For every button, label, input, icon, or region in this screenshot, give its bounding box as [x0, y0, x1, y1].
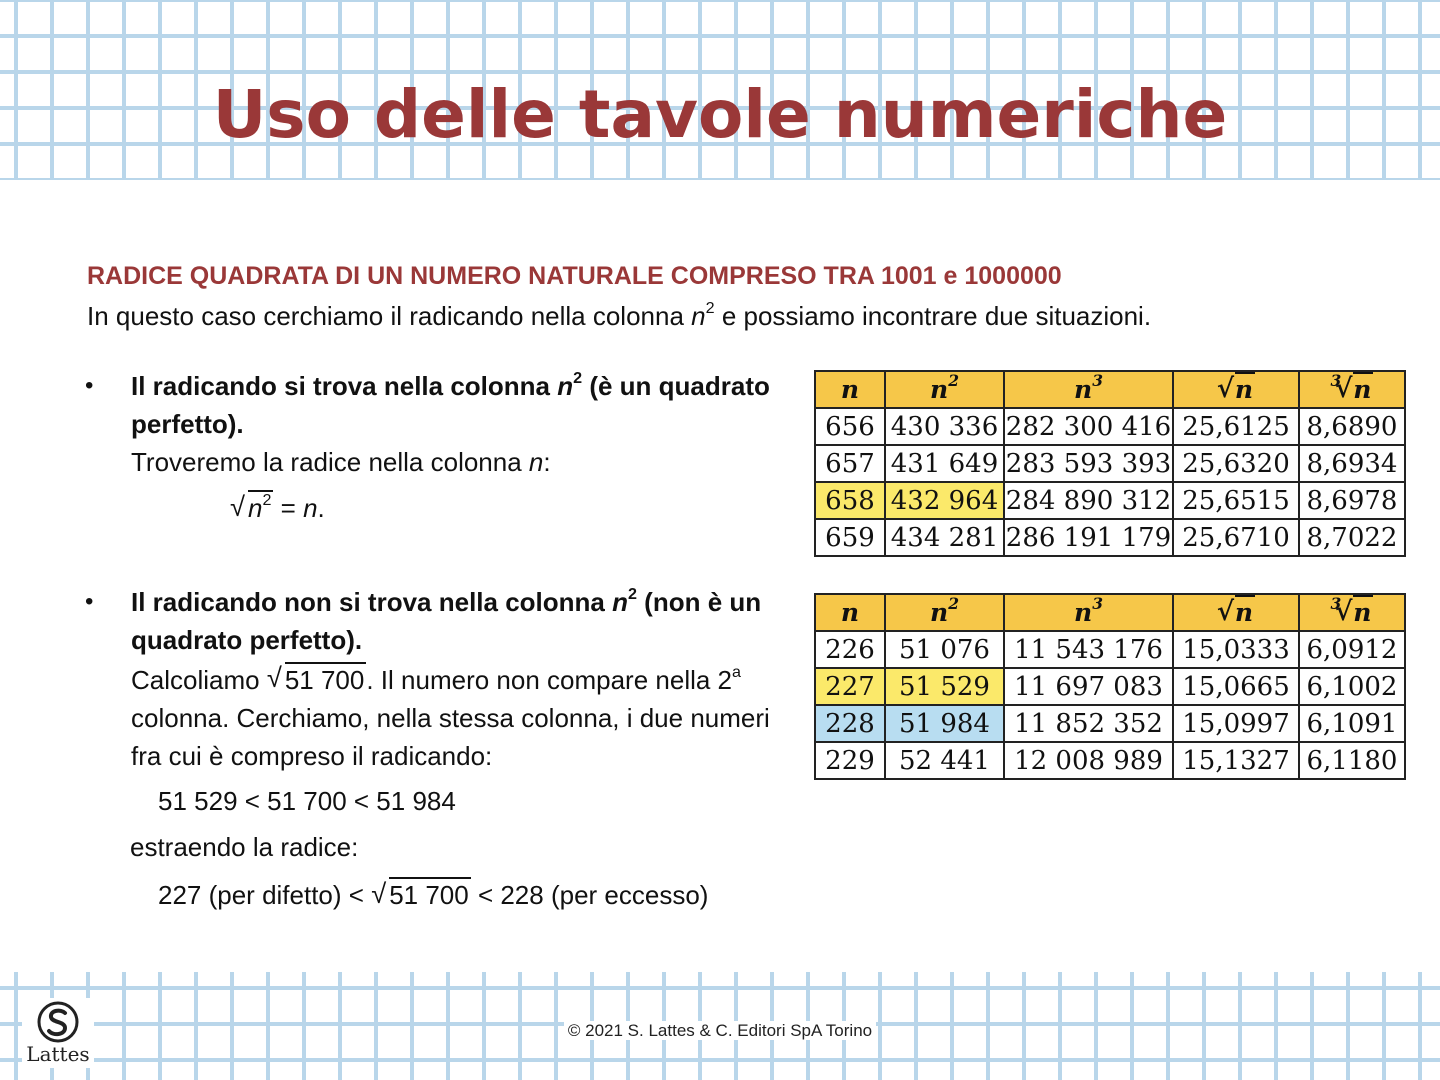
table-cell: 656 — [815, 408, 885, 445]
number-table-2 — [814, 593, 1406, 780]
table-cell: 6,1180 — [1299, 742, 1405, 779]
table-cell: 283 593 393 — [1004, 445, 1173, 482]
table-row — [815, 519, 1405, 556]
table-cell: 25,6125 — [1173, 408, 1299, 445]
extraction-text: estraendo la radice: — [130, 832, 359, 862]
table-cell: 15,0665 — [1173, 668, 1299, 705]
table-cell: 6,1002 — [1299, 668, 1405, 705]
table-row-highlighted — [815, 482, 1405, 519]
header-n-squared: $n^2$ — [885, 594, 1004, 631]
table-cell: 286 191 179 — [1004, 519, 1173, 556]
header-n-cubed: $n^3$ — [1004, 594, 1173, 631]
bullet-marker: • — [85, 372, 94, 399]
table-row — [815, 408, 1405, 445]
header-n-cubed: $n^3$ — [1004, 371, 1173, 408]
inequality-radicand: 51 529 < 51 700 < 51 984 — [158, 786, 456, 816]
table-cell: 284 890 312 — [1004, 482, 1173, 519]
highlight-cell: 432 964 — [885, 482, 1004, 519]
highlight-cell: 228 — [815, 705, 885, 742]
table-cell: 282 300 416 — [1004, 408, 1173, 445]
table-cell: 431 649 — [885, 445, 1004, 482]
table-row — [815, 631, 1405, 668]
table-cell: 8,6890 — [1299, 408, 1405, 445]
bullet-marker: • — [85, 588, 94, 615]
header-cube-root: $^3$√ n — [1299, 371, 1405, 408]
table-cell: 11 543 176 — [1004, 631, 1173, 668]
table-row-highlighted — [815, 668, 1405, 705]
section-heading: RADICE QUADRATA DI UN NUMERO NATURALE COMPRESO TRA 1001 e 1000000 — [87, 262, 1062, 290]
table-header-row — [815, 594, 1405, 631]
logo-text: Lattes — [26, 1042, 90, 1066]
bullet-not-perfect-square — [131, 583, 791, 775]
bullet-heading: Il radicando non si trova nella colonna $n^2$ (non è un quadrato perfetto). — [131, 584, 762, 655]
table-row-highlighted — [815, 705, 1405, 742]
highlight-cell: 227 — [815, 668, 885, 705]
header-n: n — [815, 371, 885, 408]
table-row — [815, 742, 1405, 779]
table-cell: 51 076 — [885, 631, 1004, 668]
table-cell: 8,6934 — [1299, 445, 1405, 482]
bullet-perfect-square — [131, 367, 771, 481]
table-cell: 659 — [815, 519, 885, 556]
table-cell: 52 441 — [885, 742, 1004, 779]
table-cell: 25,6515 — [1173, 482, 1299, 519]
table-cell: 657 — [815, 445, 885, 482]
table-cell: 8,7022 — [1299, 519, 1405, 556]
header-square-root: √ n — [1173, 371, 1299, 408]
header-n-squared: $n^2$ — [885, 371, 1004, 408]
highlight-cell: 51 529 — [885, 668, 1004, 705]
bullet-heading: Il radicando si trova nella colonna $n^2$ (è un quadrato perfetto). — [131, 368, 770, 439]
table-cell: 6,1091 — [1299, 705, 1405, 742]
table-cell: 8,6978 — [1299, 482, 1405, 519]
table-cell: 25,6710 — [1173, 519, 1299, 556]
table-cell: 6,0912 — [1299, 631, 1405, 668]
bullet-text: Calcoliamo √ 51 700. Il numero non compare nella 2$^a$ colonna. Cerchiamo, nella stessa colonna, i due numeri fra cui è compreso il radicando: — [131, 661, 781, 775]
header-square-root: √ n — [1173, 594, 1299, 631]
table-cell: 25,6320 — [1173, 445, 1299, 482]
table-cell: 226 — [815, 631, 885, 668]
highlight-cell: 51 984 — [885, 705, 1004, 742]
table-cell: 229 — [815, 742, 885, 779]
bullet-text: Troveremo la radice nella colonna n: — [131, 447, 551, 477]
table-cell: 434 281 — [885, 519, 1004, 556]
header-n: n — [815, 594, 885, 631]
intro-text: In questo caso cerchiamo il radicando nella colonna $n^2$ e possiamo incontrare due situazioni. — [87, 298, 1152, 331]
highlight-cell: 658 — [815, 482, 885, 519]
table-cell: 11 852 352 — [1004, 705, 1173, 742]
sqrt-formula: √ $n^2 = n$. — [230, 493, 325, 524]
number-table-1 — [814, 370, 1406, 557]
table-row — [815, 445, 1405, 482]
table-cell: 12 008 989 — [1004, 742, 1173, 779]
page-title: Uso delle tavole numeriche — [212, 76, 1228, 153]
table-cell: 15,0997 — [1173, 705, 1299, 742]
table-cell: 15,1327 — [1173, 742, 1299, 779]
inequality-root: 227 (per difetto) < √ 51 700 < 228 (per eccesso) — [158, 880, 708, 911]
header-cube-root: $^3$√ n — [1299, 594, 1405, 631]
table-cell: 11 697 083 — [1004, 668, 1173, 705]
table-cell: 430 336 — [885, 408, 1004, 445]
table-header-row — [815, 371, 1405, 408]
table-cell: 15,0333 — [1173, 631, 1299, 668]
copyright-notice: © 2021 S. Lattes & C. Editori SpA Torino — [0, 1021, 1440, 1041]
